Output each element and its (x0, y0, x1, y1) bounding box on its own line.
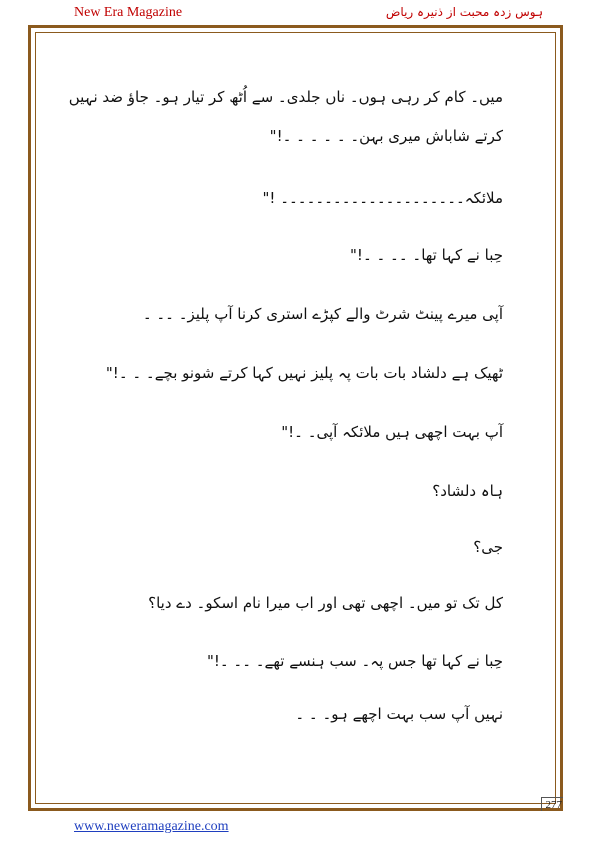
story-line-5: آپی میرے پینٹ شرٹ والے کپڑے استری کرنا آپ پلیز۔ ۔۔ ۔ (142, 305, 503, 323)
website-link[interactable]: www.neweramagazine.com (74, 819, 229, 834)
page-border-inner (35, 32, 556, 804)
story-line-12: نہیں آپ سب بہت اچھے ہو۔ ۔ ۔ (295, 705, 503, 723)
story-line-10: کل تک تو میں۔ اچھی تھی اور اب میرا نام اسکو۔ دے دیا؟ (148, 594, 503, 612)
story-line-2: کرتے شاباش میری بہن۔ ۔ ۔ ۔ ۔ ۔!" (269, 127, 503, 145)
story-line-3: ملائکہ۔۔۔۔۔۔۔۔۔۔۔۔۔۔۔۔۔۔۔۔۔ !" (262, 189, 503, 207)
story-line-9: جی؟ (473, 538, 503, 556)
story-line-4: حِبا نے کہا تھا۔ ۔۔ ۔ ۔!" (350, 246, 503, 264)
story-line-7: آپ بہت اچھی ہیں ملائکہ آپی۔ ۔!" (281, 423, 503, 441)
story-line-1: میں۔ کام کر رہی ہوں۔ ناں جلدی۔ سے اُٹھ کر تیار ہو۔ جاؤ ضد نہیں (68, 88, 503, 106)
page-number: 277 (541, 797, 563, 811)
story-title: ہوس زدہ محبت از ذنیرہ ریاض (385, 5, 543, 19)
story-line-8: ہاہ دلشاد؟ (432, 482, 503, 500)
story-line-6: ٹھیک ہے دلشاد بات بات پہ پلیز نہیں کہا کرتے شونو بچے۔ ۔ ۔!" (105, 364, 503, 382)
story-line-11: حِبا نے کہا تھا جس پہ۔ سب ہنسے تھے۔ ۔۔ ۔!" (206, 652, 503, 670)
magazine-name: New Era Magazine (74, 5, 183, 20)
